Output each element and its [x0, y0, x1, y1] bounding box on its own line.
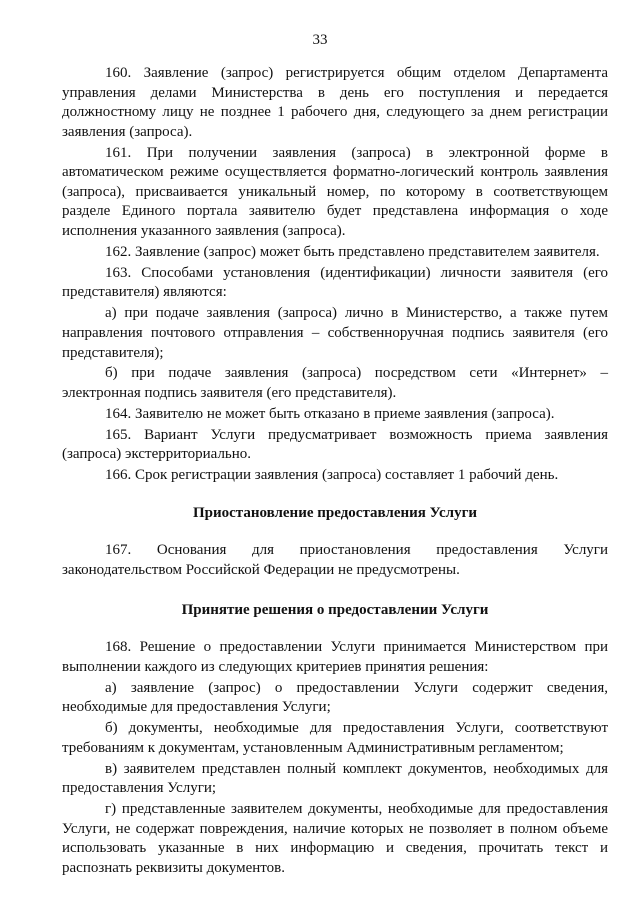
paragraph-164: 164. Заявителю не может быть отказано в приеме заявления (запроса). [105, 405, 555, 422]
paragraph-163-a: а) при подаче заявления (запроса) лично в Министерство, а также путем направления почтового отправления – собственноручная подпись заявителя (его представителя); [62, 305, 608, 361]
section-heading-decision: Принятие решения о предоставлении Услуги [181, 601, 489, 618]
paragraph-160: 160. Заявление (запрос) регистрируется общим отделом Департамента управления делами Министерства в день его поступления и передается должностному лицу не позднее 1 рабочего дня, следующего за днем регистрации заявления (запроса). [62, 65, 608, 140]
paragraph-168-v: в) заявителем представлен полный комплект документов, необходимых для предоставления Услуги; [62, 760, 608, 797]
page-number: 33 [312, 32, 328, 48]
paragraph-168-g: г) представленные заявителем документы, необходимые для предоставления Услуги, не содержат повреждения, наличие которых не позволяет в полном объеме использовать указанные в них информацию и сведения, прочитать текст и распознать реквизиты документов. [62, 801, 608, 876]
paragraph-168-b: б) документы, необходимые для предоставления Услуги, соответствуют требованиям к документам, установленным Административным регламентом; [62, 720, 608, 756]
paragraph-161: 161. При получении заявления (запроса) в электронной форме в автоматическом режиме осуществляется форматно-логический контроль заявления (запроса), присваивается уникальный номер, по которому в соответствующем разделе Единого портала заявителю будет представлена информация о ходе исполнения указанного заявления (запроса). [62, 144, 608, 240]
paragraph-163-b: б) при подаче заявления (запроса) посредством сети «Интернет» – электронная подпись заявителя (его представителя). [62, 365, 608, 401]
paragraph-162: 162. Заявление (запрос) может быть представлено представителем заявителя. [105, 243, 600, 260]
paragraph-168-a: а) заявление (запрос) о предоставлении Услуги содержит сведения, необходимые для предоставления Услуги; [62, 679, 608, 716]
section-heading-suspension: Приостановление предоставления Услуги [192, 504, 478, 521]
paragraph-166: 166. Срок регистрации заявления (запроса) составляет 1 рабочий день. [105, 467, 559, 484]
document-body [62, 64, 608, 880]
paragraph-168: 168. Решение о предоставлении Услуги принимается Министерством при выполнении каждого из следующих критериев принятия решения: [62, 639, 608, 675]
paragraph-163: 163. Способами установления (идентификации) личности заявителя (его представителя) являются: [62, 264, 608, 301]
paragraph-165: 165. Вариант Услуги предусматривает возможность приема заявления (запроса) экстерриториально. [62, 426, 608, 463]
paragraph-167: 167. Основания для приостановления предоставления Услуги законодательством Российской Федерации не предусмотрены. [62, 542, 608, 579]
